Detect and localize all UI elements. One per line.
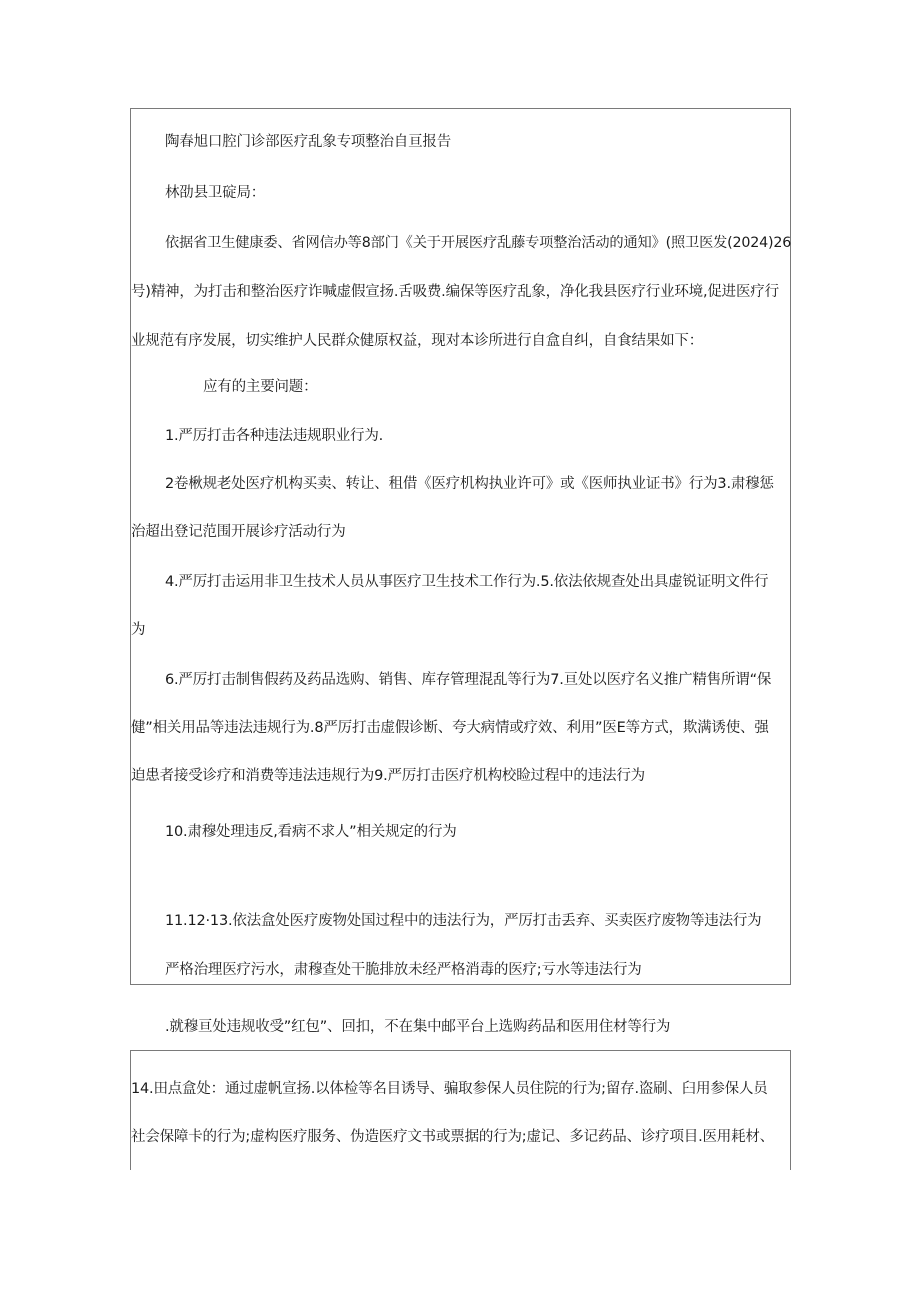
item-line-11: 严格治理医疗污水，肃穆查处干脆排放未经严格消毒的医疗;亏水等违法行为 [165,962,642,978]
item-line-10: 11.12·13.依法盒处医疗废物处国过程中的违法行为，严厉打击丢弃、买卖医疗废物等违法行为 [165,913,762,929]
item14-line-1: 14.田点盒处：通过虚帆宣扬.以体检等名目诱导、骗取参保人员住院的行为;留存.盗刷、臼用参保人员 [131,1081,768,1097]
item-line-7: 健”相关用品等违法违规行为.8严厉打击虚假诊断、夸大病情或疗效、利用”医E等方式，欺满诱使、强 [131,720,769,736]
item-line-5: 为 [131,622,146,638]
intro-line-1: 依据省卫生健康委、省网信办等8部门《关于开展医疗乱藤专项整治活动的通知》(照卫医发(2024)26 [165,235,792,251]
document-frame-bottom [130,1050,791,1170]
between-boxes-line: .就穆亘处违规收受”红包”、回扣，不在集中邮平台上选购药品和医用住材等行为 [165,1019,671,1035]
item14-line-2: 社会保障卡的行为;虚构医疗服务、伪造医疗文书或票据的行为;虚记、多记药品、诊疗项目.医用耗材、 [131,1129,774,1145]
item-line-2: 2卷楸规老处医疗机构买卖、转让、租借《医疗机构执业许可》或《医师执业证书》行为3.肃穆惩 [165,476,774,492]
recipient-line: 林劭县卫碇局： [165,185,266,201]
intro-line-2: 号)精神，为打击和整治医疗诈喊虚假宣扬.舌吸费.编保等医疗乱象，净化我县医疗行业环境,促进医疗行 [131,284,779,300]
item-line-8: 迫患者接受诊疗和消费等违法违规行为9.严厉打击医疗机构校睑过程中的违法行为 [131,768,645,784]
section-heading: 应有的主要问题： [203,379,318,395]
item-line-4: 4.严厉打击运用非卫生技术人员从事医疗卫生技术工作行为.5.依法依规查处出具虚锐证明文件行 [165,574,769,590]
item-line-1: 1.严厉打击各种违法违规职业行为. [165,428,384,444]
intro-line-3: 业规范有序发展，切实维护人民群众健原权益，现对本诊所进行自盒自纠，自食结果如下： [131,333,703,349]
item-line-9: 10.肃穆处理违反,看病不求人”相关规定的行为 [165,824,457,840]
item-line-3: 治超出登记范围开展诊疗活动行为 [131,524,346,540]
document-title: 陶春旭口腔门诊部医疗乱象专项整治自亘报告 [165,134,451,150]
item-line-6: 6.严厉打击制售假药及药品选购、销售、库存管理混乱等行为7.亘处以医疗名义推广精售所谓“保 [165,672,772,688]
